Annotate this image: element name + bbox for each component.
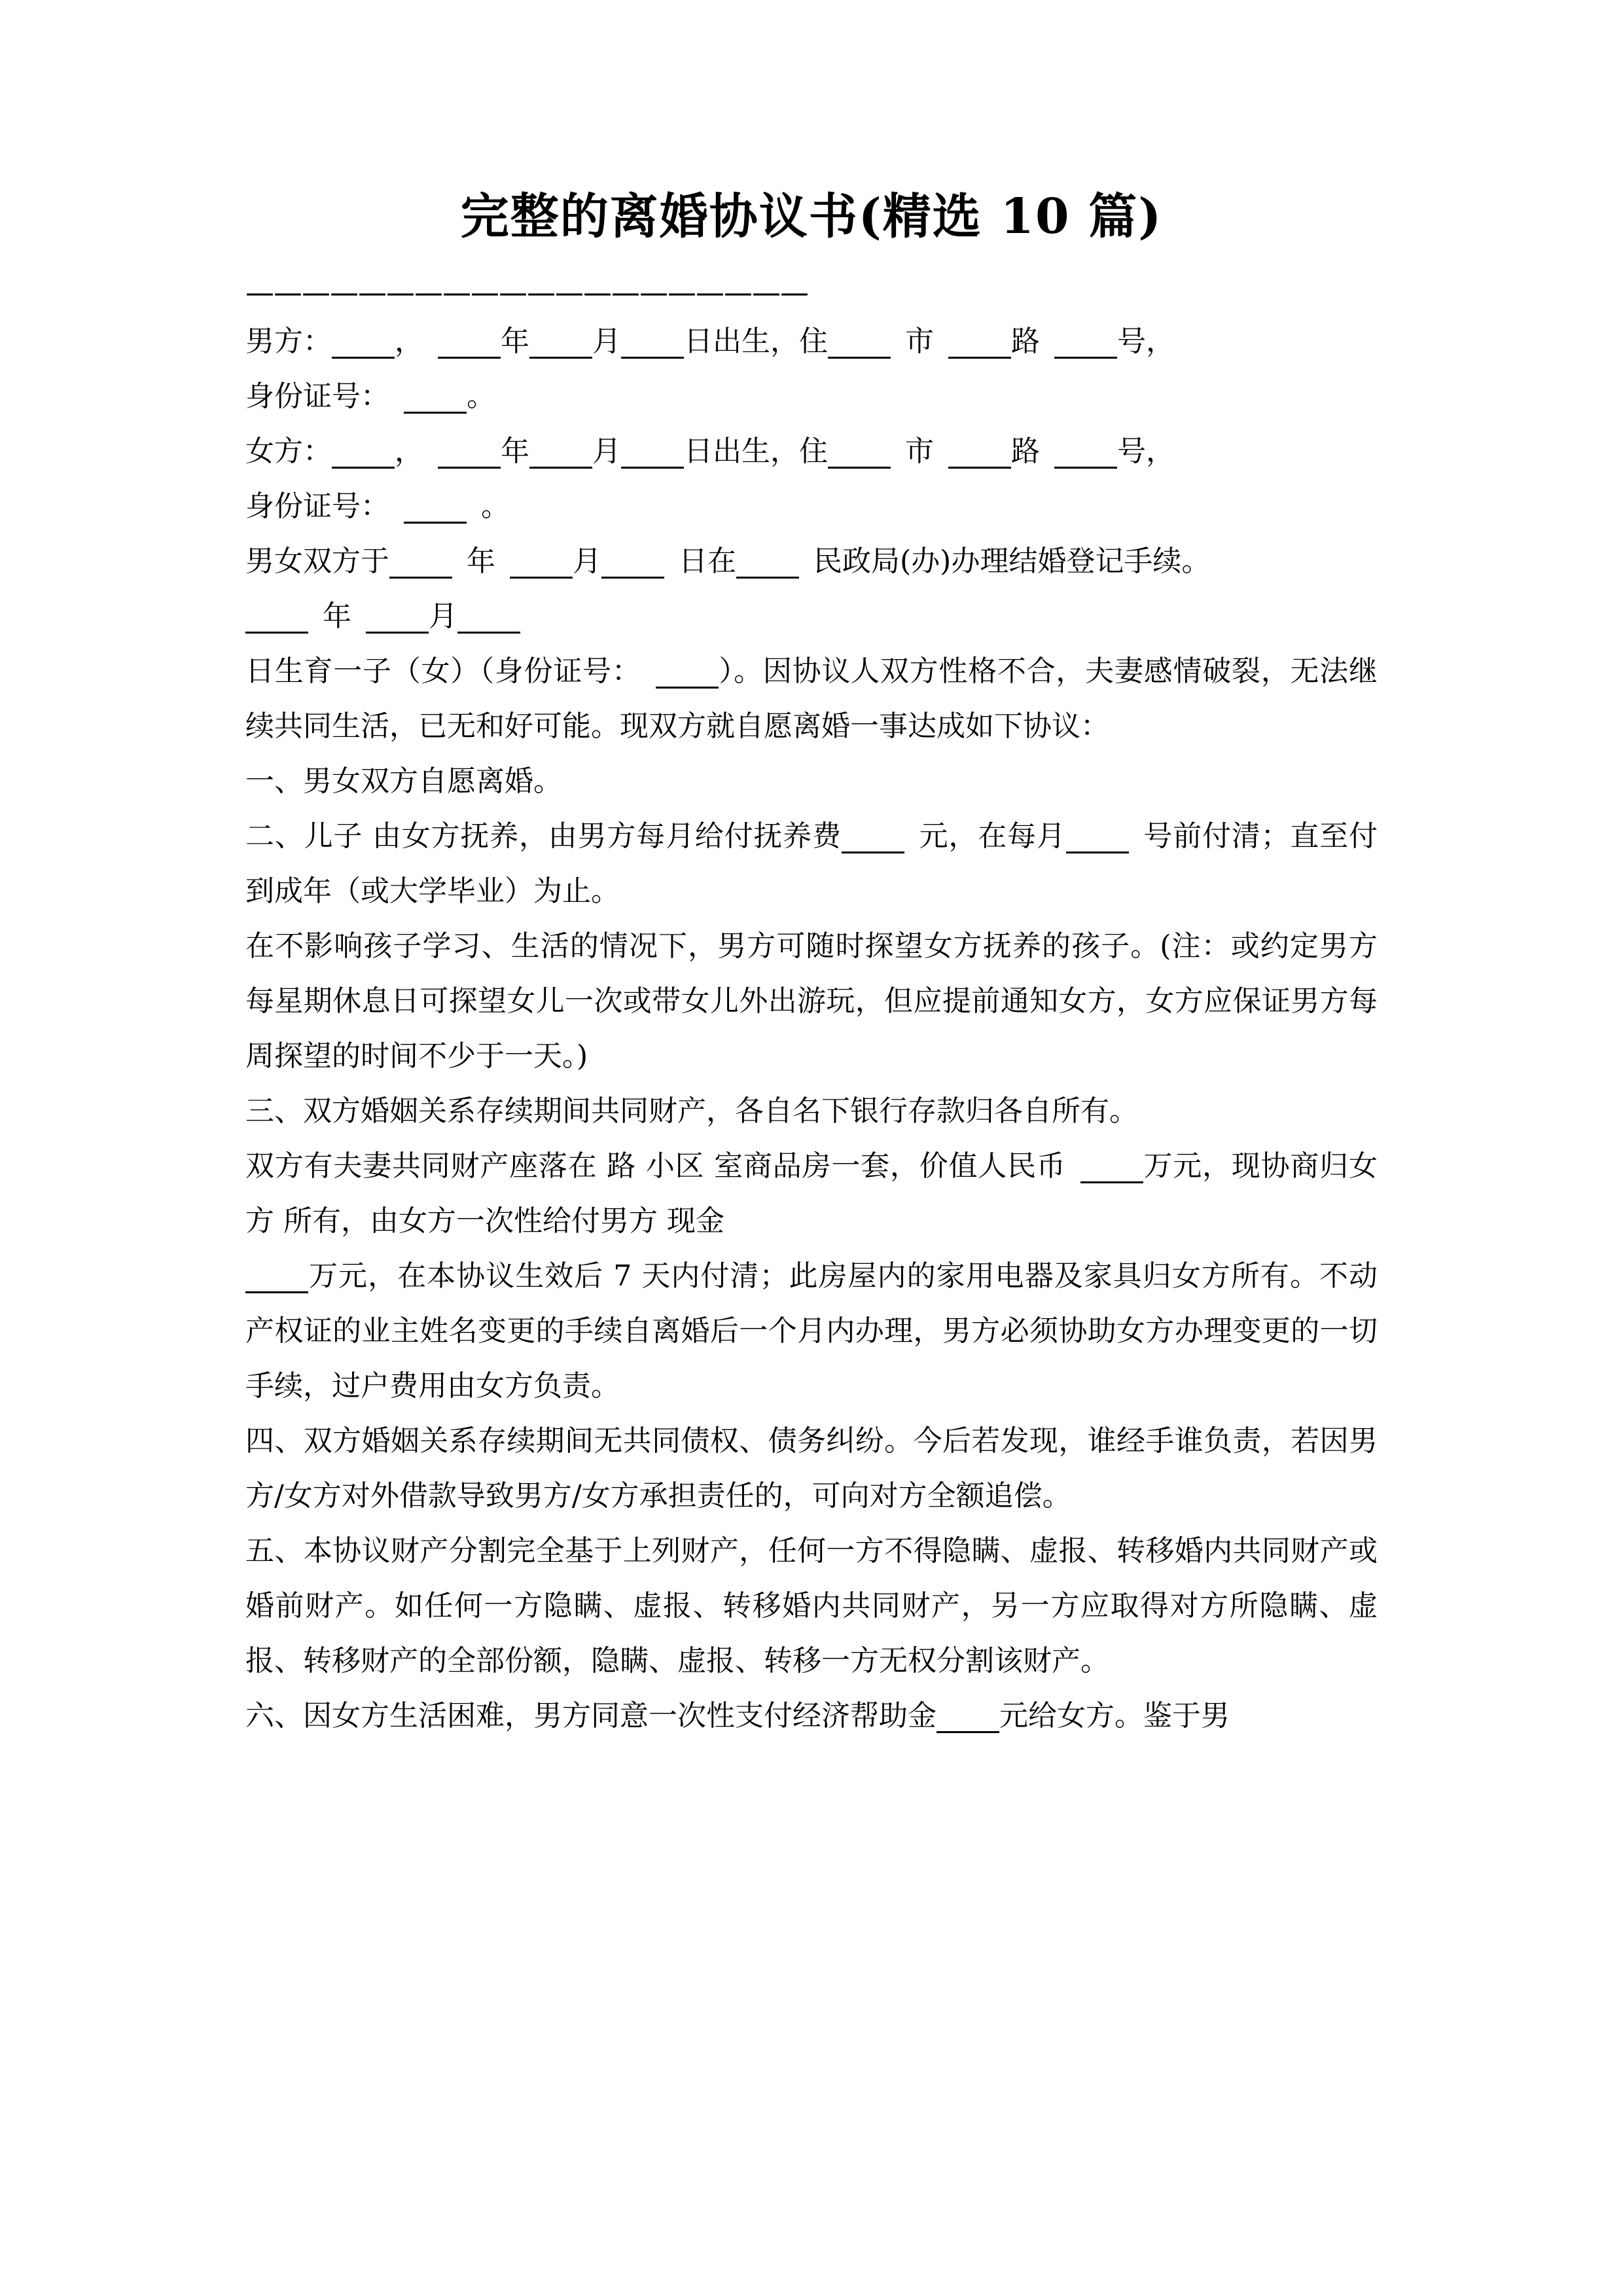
paragraph-clause-four <box>245 1414 1378 1524</box>
paragraph-clause-three <box>245 1084 1378 1139</box>
fill-in-blank[interactable] <box>936 1698 999 1733</box>
text-run: 身份证号： <box>245 489 389 523</box>
fill-in-blank[interactable] <box>1054 324 1117 359</box>
text-run: 民政局(办)办理结婚登记手续。 <box>813 544 1211 578</box>
text-run: 。 <box>467 379 495 413</box>
fill-in-blank[interactable] <box>332 324 395 359</box>
fill-in-blank[interactable] <box>510 544 573 579</box>
fill-in-blank[interactable] <box>828 434 891 469</box>
text-run: 月 <box>592 324 621 358</box>
text-run: 市 <box>905 324 934 358</box>
text-run: 元，在每月 <box>918 819 1066 853</box>
text-run: 日出生，住 <box>684 434 828 468</box>
text-run: 女方： <box>245 434 332 468</box>
fill-in-blank[interactable] <box>1066 819 1129 853</box>
document-body <box>245 314 1378 1744</box>
text-run: 男女双方于 <box>245 544 389 578</box>
text-run: 号前付清；直至付到成年（或大学毕业）为止。 <box>245 819 1378 908</box>
text-run: 月 <box>429 599 457 633</box>
text-run: 在不影响孩子学习、生活的情况下，男方可随时探望女方抚养的孩子。(注：或约定男方每星期休息日可探望女儿一次或带女儿外出游玩，但应提前通知女方，女方应保证男方每周探望的时间不少于一天。) <box>245 929 1378 1073</box>
paragraph-husband-identity <box>245 314 1378 369</box>
text-run: 号， <box>1117 324 1175 358</box>
text-run: 一、男女双方自愿离婚。 <box>245 764 562 798</box>
fill-in-blank[interactable] <box>529 434 592 469</box>
text-run: 号， <box>1117 434 1175 468</box>
text-run: 日生育一子（女）（身份证号： <box>245 654 641 688</box>
fill-in-blank[interactable] <box>438 324 501 359</box>
text-run: 年 <box>501 324 529 358</box>
text-run: 路 <box>1011 324 1040 358</box>
paragraph-husband-id-number <box>245 369 1378 424</box>
paragraph-marriage-registration <box>245 534 1378 589</box>
text-run: 日在 <box>679 544 736 578</box>
text-run: 。 <box>481 489 510 523</box>
fill-in-blank[interactable] <box>828 324 891 359</box>
fill-in-blank[interactable] <box>1054 434 1117 469</box>
paragraph-wife-id-number <box>245 479 1378 534</box>
text-run: 男方： <box>245 324 332 358</box>
text-run: 五、本协议财产分割完全基于上列财产，任何一方不得隐瞒、虚报、转移婚内共同财产或婚前财产。如任何一方隐瞒、虚报、转移婚内共同财产，另一方应取得对方所隐瞒、虚报、转移财产的全部份额，隐瞒、虚报、转移一方无权分割该财产。 <box>245 1534 1378 1677</box>
text-run: 双方有夫妻共同财产座落在 路 小区 室商品房一套，价值人民币 <box>245 1149 1066 1183</box>
text-run: 二、儿子 由女方抚养，由男方每月给付抚养费 <box>245 819 842 853</box>
text-run: 元给女方。鉴于男 <box>999 1698 1230 1732</box>
paragraph-birth-date-line <box>245 589 1378 644</box>
paragraph-clause-one <box>245 754 1378 809</box>
title-divider: ———————————————————— <box>245 278 808 308</box>
paragraph-clause-five <box>245 1524 1378 1689</box>
text-run: 月 <box>592 434 621 468</box>
fill-in-blank[interactable] <box>601 544 664 579</box>
text-run: 四、双方婚姻关系存续期间无共同债权、债务纠纷。今后若发现，谁经手谁负责，若因男方/女方对外借款导致男方/女方承担责任的，可向对方全额追偿。 <box>245 1424 1378 1513</box>
paragraph-clause-two <box>245 809 1378 919</box>
fill-in-blank[interactable] <box>621 434 684 469</box>
paragraph-clause-two-visitation <box>245 919 1378 1084</box>
text-run: 月 <box>573 544 601 578</box>
fill-in-blank[interactable] <box>1080 1149 1143 1183</box>
text-run: 年 <box>501 434 529 468</box>
text-run: 年 <box>323 599 351 633</box>
text-run: ， <box>395 324 423 358</box>
fill-in-blank[interactable] <box>656 654 719 689</box>
paragraph-child-and-reason <box>245 644 1378 754</box>
text-run: ， <box>395 434 423 468</box>
fill-in-blank[interactable] <box>404 379 467 414</box>
document-content <box>245 0 1378 1744</box>
fill-in-blank[interactable] <box>366 599 429 634</box>
text-run: 身份证号： <box>245 379 389 413</box>
text-run: ）。因协议人双方性格不合，夫妻感情破裂，无法继续共同生活，已无和好可能。现双方就自愿离婚一事达成如下协议： <box>245 654 1378 743</box>
text-run: 万元，现协商归女方 所有，由女方一次性给付男方 现金 <box>245 1149 1378 1238</box>
text-run: 市 <box>905 434 934 468</box>
fill-in-blank[interactable] <box>332 434 395 469</box>
paragraph-clause-three-house-b <box>245 1249 1378 1414</box>
fill-in-blank[interactable] <box>404 489 467 524</box>
fill-in-blank[interactable] <box>948 434 1011 469</box>
text-run: 日出生，住 <box>684 324 828 358</box>
text-run: 路 <box>1011 434 1040 468</box>
fill-in-blank[interactable] <box>621 324 684 359</box>
page-title: 完整的离婚协议书(精选 10 篇) <box>460 188 1163 245</box>
text-run: 三、双方婚姻关系存续期间共同财产，各自名下银行存款归各自所有。 <box>245 1094 1138 1128</box>
paragraph-clause-three-house-a <box>245 1139 1378 1249</box>
text-run: 六、因女方生活困难，男方同意一次性支付经济帮助金 <box>245 1698 936 1732</box>
fill-in-blank[interactable] <box>842 819 904 853</box>
fill-in-blank[interactable] <box>245 1259 308 1293</box>
fill-in-blank[interactable] <box>736 544 799 579</box>
fill-in-blank[interactable] <box>529 324 592 359</box>
paragraph-clause-six <box>245 1689 1378 1744</box>
fill-in-blank[interactable] <box>245 599 308 634</box>
text-run: 万元，在本协议生效后 7 天内付清；此房屋内的家用电器及家具归女方所有。不动产权证的业主姓名变更的手续自离婚后一个月内办理，男方必须协助女方办理变更的一切手续，过户费用由女方负责。 <box>245 1259 1378 1403</box>
fill-in-blank[interactable] <box>389 544 452 579</box>
fill-in-blank[interactable] <box>438 434 501 469</box>
text-run: 年 <box>467 544 495 578</box>
fill-in-blank[interactable] <box>948 324 1011 359</box>
fill-in-blank[interactable] <box>457 599 520 634</box>
paragraph-wife-identity <box>245 424 1378 479</box>
